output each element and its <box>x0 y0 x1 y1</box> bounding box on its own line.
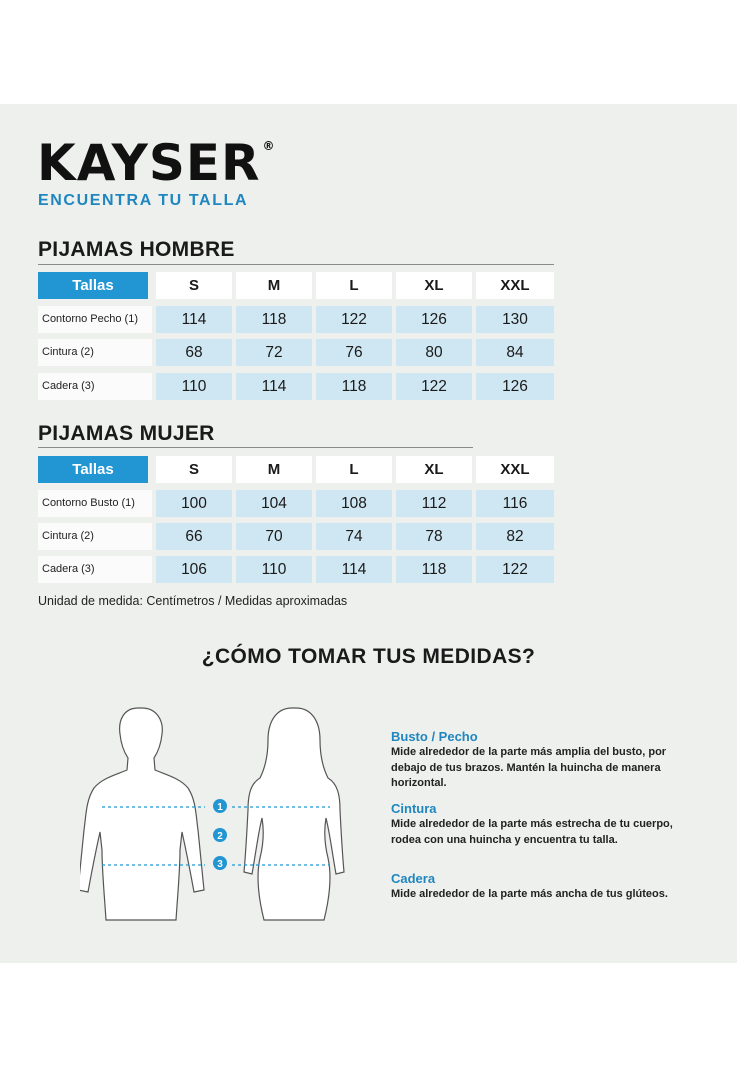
table-cell: 126 <box>396 306 472 333</box>
size-s: S <box>156 272 232 299</box>
table-cell: 100 <box>156 490 232 517</box>
women-header-label: Tallas <box>38 456 148 483</box>
table-cell: 70 <box>236 523 312 550</box>
table-cell: 80 <box>396 339 472 366</box>
size-l: L <box>316 272 392 299</box>
men-header-label: Tallas <box>38 272 148 299</box>
table-cell: 104 <box>236 490 312 517</box>
table-cell: 112 <box>396 490 472 517</box>
table-cell: 122 <box>396 373 472 400</box>
male-silhouette-icon <box>80 708 204 920</box>
table-cell: 110 <box>236 556 312 583</box>
brand-logo: KAYSER ® <box>37 134 276 192</box>
row-label: Cadera (3) <box>38 373 152 400</box>
table-cell: 108 <box>316 490 392 517</box>
measure-text-waist: Mide alrededor de la parte más estrecha de tu cuerpo, rodea con una huincha y encuentra tu talla. <box>391 818 673 846</box>
measurement-note: Unidad de medida: Centímetros / Medidas aproximadas <box>38 594 348 608</box>
measure-title-hip: Cadera <box>391 871 436 886</box>
table-cell: 72 <box>236 339 312 366</box>
table-cell: 106 <box>156 556 232 583</box>
table-cell: 122 <box>316 306 392 333</box>
table-cell: 118 <box>316 373 392 400</box>
table-cell: 118 <box>396 556 472 583</box>
men-title-rule <box>38 264 554 265</box>
row-label: Cintura (2) <box>38 339 152 366</box>
size-xxl: XXL <box>476 456 554 483</box>
row-label: Cadera (3) <box>38 556 152 583</box>
marker-2-label: 2 <box>217 831 223 842</box>
brand-tagline: ENCUENTRA TU TALLA <box>38 192 249 209</box>
measure-text-bust: Mide alrededor de la parte más amplia del busto, por debajo de tus brazos. Mantén la huincha de manera horizontal. <box>391 746 667 789</box>
table-cell: 114 <box>156 306 232 333</box>
size-xl: XL <box>396 272 472 299</box>
body-figures-illustration <box>80 700 370 922</box>
table-cell: 126 <box>476 373 554 400</box>
size-xxl: XXL <box>476 272 554 299</box>
table-cell: 78 <box>396 523 472 550</box>
table-cell: 74 <box>316 523 392 550</box>
size-l: L <box>316 456 392 483</box>
table-cell: 122 <box>476 556 554 583</box>
table-cell: 84 <box>476 339 554 366</box>
measure-title-waist: Cintura <box>391 801 437 816</box>
table-cell: 68 <box>156 339 232 366</box>
table-cell: 118 <box>236 306 312 333</box>
table-cell: 76 <box>316 339 392 366</box>
table-cell: 130 <box>476 306 554 333</box>
marker-1-label: 1 <box>217 802 223 813</box>
table-cell: 110 <box>156 373 232 400</box>
table-cell: 82 <box>476 523 554 550</box>
measure-title-bust: Busto / Pecho <box>391 729 478 744</box>
men-section-title: PIJAMAS HOMBRE <box>38 238 235 261</box>
how-to-measure-title: ¿CÓMO TOMAR TUS MEDIDAS? <box>201 645 536 668</box>
measure-text-hip: Mide alrededor de la parte más ancha de tus glúteos. <box>391 888 668 900</box>
table-cell: 114 <box>316 556 392 583</box>
marker-3-label: 3 <box>217 859 223 870</box>
row-label: Contorno Busto (1) <box>38 490 152 517</box>
women-section-title: PIJAMAS MUJER <box>38 422 215 445</box>
table-cell: 66 <box>156 523 232 550</box>
women-title-rule <box>38 447 473 448</box>
table-cell: 116 <box>476 490 554 517</box>
size-m: M <box>236 456 312 483</box>
table-cell: 114 <box>236 373 312 400</box>
size-xl: XL <box>396 456 472 483</box>
female-silhouette-icon <box>244 708 344 920</box>
size-m: M <box>236 272 312 299</box>
row-label: Contorno Pecho (1) <box>38 306 152 333</box>
row-label: Cintura (2) <box>38 523 152 550</box>
size-s: S <box>156 456 232 483</box>
